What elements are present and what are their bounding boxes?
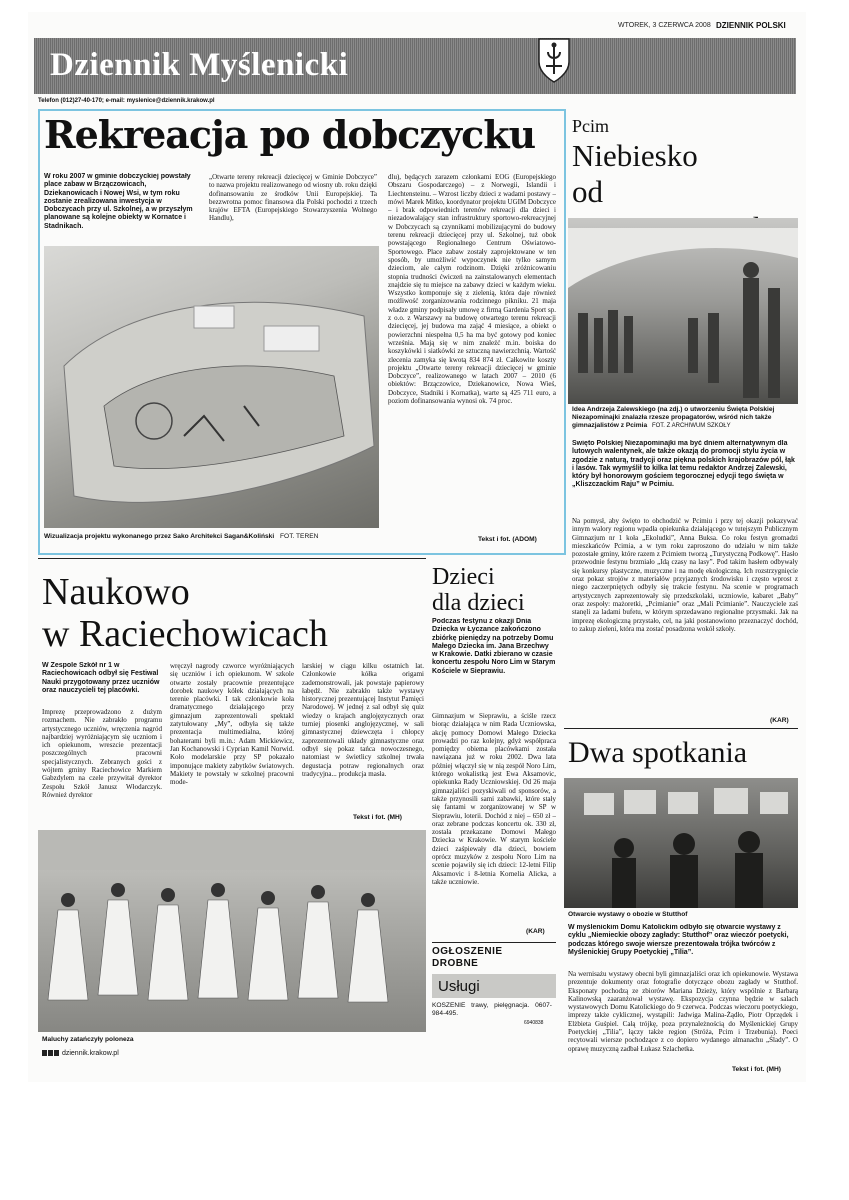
footer-logo-icon [42,1050,60,1056]
article5-photo [564,778,798,908]
article3-col2: wręczył nagrody czworce wyróżniających się uczniów i ich opiekunom. W szkole otwarte zostały pracownie prezentujące dorobek naukowy kółek działających na terenie placówki. I tak członkowie koła dramatycznego działającego przy gimnazjum zaprezentowali spektakl zatytułowany „My”, odbyła się także prezentacja multimedialna, której bohaterami byli m.in.: Adam Mickiewicz, Jan Kochanowski i Cyprian Kamil Norwid. Koło modelarskie przy SP pokazało imponujące makiety zabytków światowych. Makiety te powstały w szkolnej pracowni mode- [170,662,294,787]
classifieds-heading-line2: DROBNE [432,958,479,969]
article3-photo [38,830,426,1032]
article3-col1: Imprezę przeprowadzono z dużym rozmachem. Nie zabrakło programu artystycznego uczniów, wręczenia nagród najbardziej wyróżniającym się uczniom i ich opiekunom, wreszcie prezentacji poszczególnych pracowni specjalistycznych. Zebranych gości z wójtem gminy Raciechowice Markiem Gabzdylem na czele przywitał dyrektor Zespołu Szkół Janusz Włodarczyk. Również dyrektor [42,708,162,799]
article3-col3: larskiej w ciągu kilku ostatnich lat. Członkowie kółka origami zademonstrowali, jak powstaje papierowy łabędź. Nie zabrakło także wystawy historycznej prezentującej Instytut Pamięci Narodowej. W jednej z sal odbył się quiz wiedzy o krajach anglojęzycznych oraz turniej piosenki anglojęzycznej, w sali gimnastycznej dziewczęta i chłopcy zaprezentowali układy gimnastyczne oraz odbył się pokaz tańca nowoczesnego, natomiast w świetlicy szkolnej trwała degustacja potraw regionalnych oraz tradycyjna... produkcja masła. [302,662,424,778]
classifieds-ad: KOSZENIE trawy, pielęgnacja. 0607-984-495. [432,1002,552,1018]
article2-title-line1: Niebiesko [572,138,698,173]
article3-lead: W Zespole Szkół nr 1 w Raciechowicach odbył się Festiwal Nauki przygotowany przez uczniów oraz nauczycieli tej placówki. [42,662,160,694]
classifieds-heading-line1: OGŁOSZENIE [432,946,503,957]
article5-lead: W myślenickim Domu Katolickim odbyło się otwarcie wystawy z cyklu „Niemieckie obozy zagłady: Stutthof” oraz wieczór poetycki, podczas którego swoje wiersze prezentowała trójka twórców z Myślenickiej Grupy Poetyckiej „Tilia”. [568,924,789,956]
article5-title: Dwa spotkania [568,736,748,769]
article3-title-line2: w Raciechowicach [42,613,328,655]
article3-caption: Maluchy zatańczyły poloneza [42,1036,134,1043]
footer-website [42,1050,119,1057]
article2-photo-credit: FOT. Z ARCHIWUM SZKOŁY [651,423,731,430]
divider [38,558,426,559]
article1-caption-text: Wizualizacja projektu wykonanego przez Sako Architekci Sagan&Koliński [44,533,275,540]
article5-caption: Otwarcie wystawy o obozie w Stutthof [568,911,688,918]
article2-caption [572,406,798,431]
playground-visualization [44,246,379,528]
article5-signature: Tekst i fot. (MH) [732,1066,781,1073]
article4-title-line1: Dzieci [432,564,495,590]
article1-lead: W roku 2007 w gminie dobczyckiej powstały place zabaw w Brzączowicach, Dziekanowicach i Nowej Wsi, w tym roku zostanie zrealizowana inwestycja w Dobczycach przy ul. Szkolnej, a w przyszłym planowane są kolejne obiekty w Kornatce i Stadnikach. [44,173,193,230]
article2-lead: Święto Polskiej Niezapominajki ma być dniem alternatywnym dla lutowych walentynek, ale także okazją do promocji stylu życia w zgodzie z naturą, tradycji oraz piękna polskich krajobrazów pól, łąk i lasów. Tak wymyślił to kilka lat temu redaktor Andrzej Zalewski, który był honorowym gościem tegorocznej edycji tego święta w „Kliszczackim Raju” w Pcimiu. [572,440,795,489]
festival-photo [568,218,798,404]
polonaise-photo [38,830,426,1032]
classifieds-ad-code: 6940838 [524,1020,544,1026]
exhibition-photo [564,778,798,908]
article2-title-line2: od [572,174,603,209]
article4-signature: (KAR) [526,928,545,935]
article1-photo-credit: FOT. TEREN [280,533,319,540]
article5-body: Na wernisażu wystawy obecni byli gimnazjaliści oraz ich opiekunowie. Wystawa prezentuje dokumenty oraz fotografie dotyczące obozu zagłady w Stutthof. Eksponaty pochodzą ze zbiorów Mariana Dzieży, który wspólnie z Barbarą Kalinowską zaaranżował wystawę. Ekspozycja czynna będzie w salach wystawowych Domu Katolickiego do 9 czerwca. Podczas wieczoru poetyckiego, imprezy także cyklicznej, wystąpili: Jadwiga Malina-Żądło, Piotr Oprzędek i Elżbieta Guśpiel. Całą trójkę, poza przynależnością do Myślenickiej Grupy Poetyckiej „Tilia”, łączy także region (Stróża, Pcim i Trzebunia). Poeci recytowali wiersze pochodzące z co dopiero wydanego almanachu „Ślady”. O oprawę muzyczną zadbał Łukasz Szlachetka. [568,970,798,1053]
article1-title: Rekreacja po dobczycku [44,112,536,157]
coat-of-arms-icon [536,36,572,84]
classifieds-category: Usługi [438,978,480,995]
article4-title-line2: dla dzieci [432,590,525,616]
article2-photo [568,218,798,404]
article4-lead: Podczas festynu z okazji Dnia Dziecka w Łyczance zakończono zbiórkę pieniędzy na potrzeby Domu Małego Dziecka im. Jana Brzechwy w Krakowie. Datki zbierano w czasie koncertu zespołu Noro Lim w Starym Kościele w Sieprawiu. [432,618,556,675]
article4-body: Gimnazjum w Sieprawiu, a ściśle rzecz biorąc działająca w nim Rada Uczniowska, akcję pomocy Domowi Małego Dziecka prowadzi po raz kolejny, gdyż współpraca pomiędzy obiema placówkami została nawiązana już w roku 2002. Dwa lata później włączył się w nią zespół Noro Lim, którego wokalistką jest Ewa Aksamovic, opiekunka Rady Uczniowskiej. Od 26 maja gimnazjaliści pozyskiwali od sponsorów, a także przynosili sami zabawki, które stały się fantami w zorganizowanej w SP w Sieprawiu, loterii. Dochód z niej – 650 zł – oraz zebrane podczas koncertu ok. 330 zł, została przekazane Domowi Małego Dziecka w Krakowie. W starym kościele dzieci zaśpiewały dla dzieci, bowiem oprócz muzyków z zespołu Noro Lim na scenie pojawiły się ich dzieci: 12-letni Filip Aksamovic i 8-letnia Kornelia Alicka, a także uczniowie. [432,712,556,886]
article1-caption [44,533,318,541]
newspaper-name: DZIENNIK POLSKI [716,21,786,30]
article5-divider [564,728,798,729]
article3-title-line1: Naukowo [42,571,190,613]
article2-signature: (KAR) [770,717,789,724]
article3-signature: Tekst i fot. (MH) [353,814,402,821]
article2-caption-text: Idea Andrzeja Zalewskiego (na zdj.) o utworzeniu Święta Polskiej Niezapominajki znalazła rzesze propagatorów, wśród nich także gimnazjalistów z Pcimia [572,406,775,430]
issue-date: WTOREK, 3 CZERWCA 2008 [618,22,711,29]
newspaper-page [28,12,806,1082]
footer-website-text: dziennik.krakow.pl [61,1050,119,1057]
classifieds-divider [432,942,556,943]
article1-photo [44,246,379,528]
article1-col3: dlu), będących zarazem członkami EOG (Europejskiego Obszaru Gospodarczego) – z Norwegii, Islandii i Liechtensteinu. – Wzrost liczby dzieci z wadami postawy – mówi Marek Mitko, koordynator projektu UGIM Dobczyce – i brak odpowiednich terenów rekreacji dla dzieci i niezadowalający stan infrastruktury sportowo-rekreacyjnej w Dobczycach są czynnikami mobilizującymi do budowy terenu rekreacji dziecięcej przy ul. Szkolnej, tuż obok powstającego Regionalnego Centrum Oświatowo-Sportowego. Place zabaw zostały zaprojektowane w ten sposób, by umożliwić wypoczynek nie tylko samym dzieciom, ale całym rodzinom. Dzięki zróżnicowaniu stopnia trudności ćwiczeń na zainstalowanych elementach znajdzie się tu miejsce na zabawy dzieci w każdym wieku. Wszystko komponuje się z zielenią, która daje również możliwość zorganizowania rodzinnego pikniku. 21 maja władze gminy podpisały umowę z firmą Gardenia Sport sp. z o.o. z Warszawy na budowę otwartego terenu rekreacji dziecięcej, jej budowa ma zająć 4 miesiące, a obiekt o powierzchni niespełna 0,5 ha ma być gotowy pod koniec września. Mają się w nim znaleźć m.in. boiska do koszykówki i siatkówki ze sztuczną nawierzchnią. Wartość zlecenia zamyka się kwotą 834 874 zł. Całkowite koszty projektu „Otwarte tereny rekreacji dziecięcej w gminie Dobczyce”, realizowanego w latach 2007 – 2010 (6 obiektów: Brzączowice, Dziekanowice, Nowa Wieś, Dobczyce, Stadniki i Kornatka), warte są 425 711 euro, a poziom dofinansowania wynosi ok. 74 proc. [388,173,556,406]
article2-kicker: Pcim [572,116,610,136]
section-title: Dziennik Myślenicki [50,47,349,83]
article2-body: Na pomysł, aby święto to obchodzić w Pcimiu i przy tej okazji pokazywać innym walory regionu wpadła opiekunka działającego w tutejszym Publicznym Gimnazjum nr 1 koła „Ekoludki”, Anna Buksa. Co roku festyn gromadzi mieszkańców Pcimia, a w tym roku zaproszono do udziału w nim także pozostałe gminy, które razem z Pcimiem tworzą „Turystyczną Podkowę”. Hasło przewodnie festynu brzmiało „Idą czasy na lasy”. Pod takim hasłem odbywały się konkursy plastyczne, muzyczne i na modę ekologiczną. Ich rozstrzygnięcie oraz pokaz strojów z materiałów przyjaznych środowisku i często wprost z niego zaczerpniętych odbyły się trakcie festynu. Na scenie w programach artystycznych zaprezentowały się przedszkolaki, uczniowie, kabaret „Baby” oraz zespoły: mażoretki, „Pcimianie” oraz „Mali Pcimianie”. Nauczyciele zaś stanęli za ladami bufetu, w którym sprzedawano regionalne przysmaki. Jak na imprezę ekologiczną przystało, cel, na jaki postanowiono przeznaczyć dochód, to zakup zieleni, która ma zostać posadzona wokół szkoły. [572,517,798,633]
contact-line: Telefon (012)27-40-170; e-mail: myslenice@dziennik.krakow.pl [38,98,215,104]
article1-signature: Tekst i fot. (ADOM) [478,536,537,543]
article1-col2: „Otwarte tereny rekreacji dziecięcej w Gminie Dobczyce” to nazwa projektu realizowanego od wiosny ub. roku dzięki dofinansowaniu ze środków Unii Europejskiej. Ta bezzwrotna pomoc finansowa dla Polski pochodzi z trzech krajów EFTA (Europejskiego Stowarzyszenia Wolnego Handlu), [209,173,377,223]
